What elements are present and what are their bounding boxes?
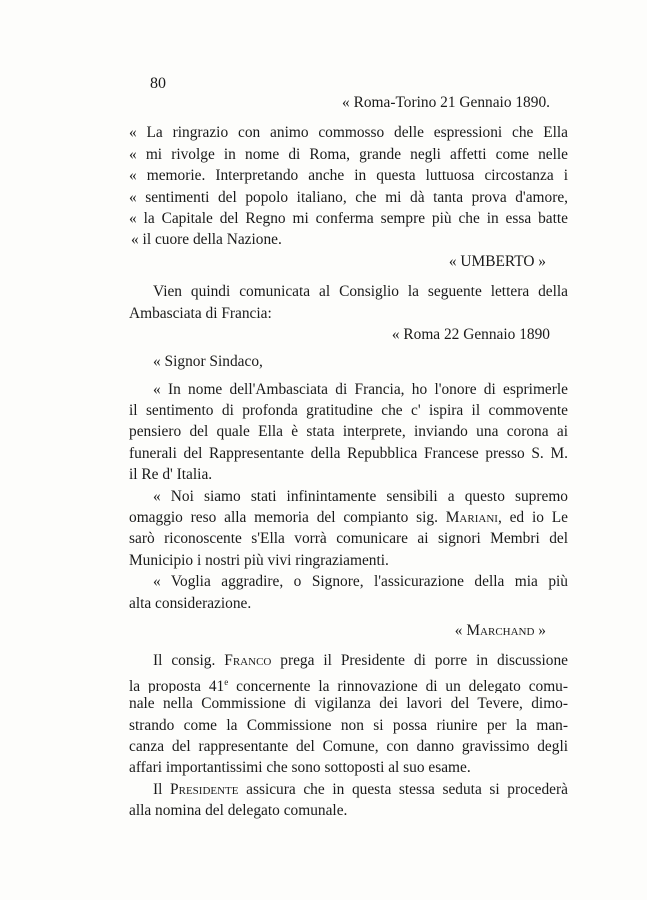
paragraph-text: Il consig. xyxy=(153,652,216,670)
signature-umberto: « UMBERTO » xyxy=(448,252,546,270)
letter-line: « Voglia aggradire, o Signore, l'assicurazione della mia più xyxy=(153,573,568,591)
paragraph-line: strando come la Commissione non si possa riunire per la man- xyxy=(129,716,568,734)
paragraph-line: affari importantissimi che sono sottoposti al suo esame. xyxy=(129,759,471,777)
telegram-line: « memorie. Interpretando anche in questa luttuosa circostanza i xyxy=(129,167,568,185)
paragraph-text: assicura che in questa stessa seduta si procederà xyxy=(246,780,568,798)
paragraph-line xyxy=(129,650,568,671)
superscript-e: e xyxy=(224,676,229,687)
franco-paragraph xyxy=(129,650,568,778)
paragraph-text: Il xyxy=(153,780,163,798)
telegram-text xyxy=(129,122,568,250)
paragraph-line: canza del rappresentante del Comune, con danno gravissimo degli xyxy=(129,737,568,755)
letter-line: pensiero del quale Ella è stata interprete, inviando una corona ai xyxy=(129,423,568,441)
telegram-line: « la Capitale del Regno mi conferma sempre più che in essa batte xyxy=(129,209,568,227)
letter-line: « In nome dell'Ambasciata di Francia, ho l'onore di esprimerle xyxy=(153,380,568,398)
intro-line: Ambasciata di Francia: xyxy=(129,304,272,322)
letter-text: omaggio reso alla memoria del compianto sig. xyxy=(129,509,438,527)
name-presidente: Presidente xyxy=(170,780,239,798)
intro-paragraph xyxy=(129,281,568,324)
letter-paragraph-2 xyxy=(129,486,568,572)
letter-line: il sentimento di profonda gratitudine che c' ispira il commovente xyxy=(129,402,568,420)
page-number: 80 xyxy=(150,75,166,92)
signature-marchand xyxy=(129,620,568,641)
paragraph-text: concernente la rinnovazione di un delegato comu- xyxy=(236,677,568,694)
telegram-line: « il cuore della Nazione. xyxy=(131,231,282,249)
letter-paragraph-1 xyxy=(129,379,568,486)
name-franco: Franco xyxy=(224,652,272,670)
telegram-line: « La ringrazio con animo commosso delle espressioni che Ella xyxy=(129,124,568,142)
letter-line: « Noi siamo stati infinintamente sensibili a questo supremo xyxy=(153,487,568,505)
letter-line: funerali del Rappresentante della Repubblica Francese presso S. M. xyxy=(129,444,568,462)
name-mariani: Mariani xyxy=(445,509,498,527)
letter-line: sarò riconoscente s'Ella vorrà comunicare ai signori Membri del xyxy=(129,530,568,548)
paragraph-line xyxy=(129,779,568,800)
paragraph-line xyxy=(129,672,568,693)
paragraph-text: prega il Presidente di porre in discussione xyxy=(280,652,568,670)
dateline-rome-turin: « Roma-Torino 21 Gennaio 1890. xyxy=(342,94,550,111)
signature-open-quote: « xyxy=(454,621,463,639)
signature-close-quote: » xyxy=(538,621,546,639)
paragraph-line: nale nella Commissione di vigilanza dei lavori del Tevere, dimo- xyxy=(129,695,568,713)
signature-name: Marchand xyxy=(466,621,535,639)
letter-text: , ed io Le xyxy=(497,509,568,527)
paragraph-line: alla nomina del delegato comunale. xyxy=(129,802,348,820)
letter-line: il Re d' Italia. xyxy=(129,466,213,484)
president-paragraph xyxy=(129,779,568,822)
letter-line: Municipio i nostri più vivi ringraziamenti. xyxy=(129,551,389,569)
telegram-line: « sentimenti del popolo italiano, che mi dà tanta prova d'amore, xyxy=(129,188,568,206)
salutation: « Signor Sindaco, xyxy=(153,353,263,371)
letter-line xyxy=(129,507,568,528)
page-body xyxy=(129,70,568,822)
paragraph-text: la proposta 41 xyxy=(129,677,225,694)
dateline-rome: « Roma 22 Gennaio 1890 xyxy=(391,325,550,343)
telegram-line: « mi rivolge in nome di Roma, grande negli affetti come nelle xyxy=(129,145,568,163)
intro-line: Vien quindi comunicata al Consiglio la seguente lettera della xyxy=(153,283,568,301)
letter-paragraph-3 xyxy=(129,571,568,614)
letter-line: alta considerazione. xyxy=(129,594,252,612)
